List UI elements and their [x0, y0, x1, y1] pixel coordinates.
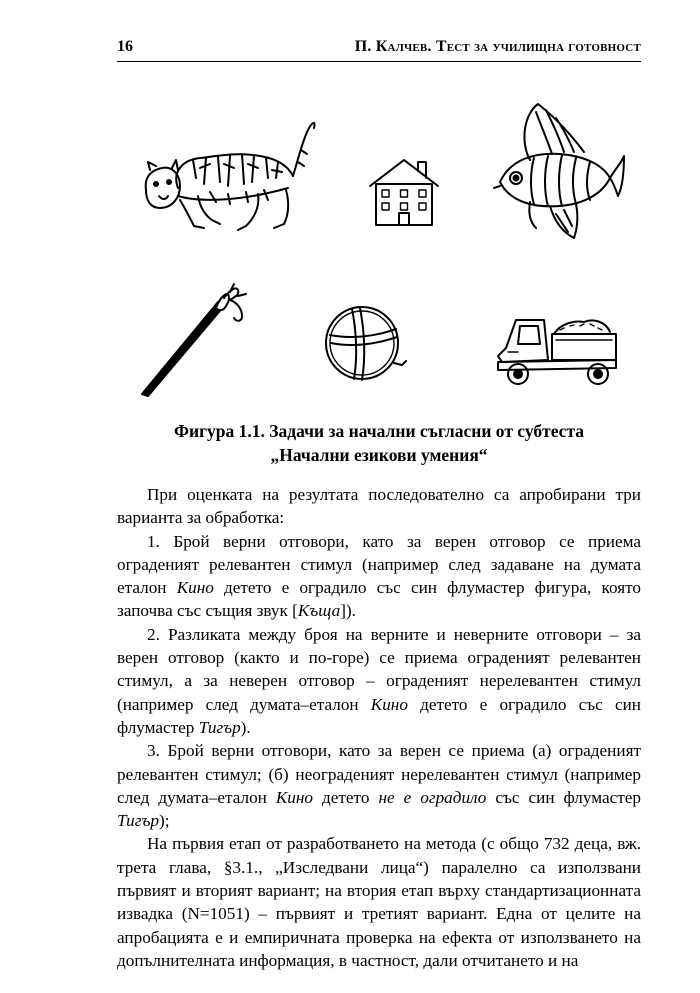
- paragraph-text: ]).: [340, 601, 356, 621]
- paragraph-text: 1. Брой верни отговори, като за верен отговор се приема ограденият релевантен стимул (например след задаване на думата еталон: [117, 531, 641, 598]
- paragraph: [117, 623, 641, 739]
- italic-term: Кино: [176, 578, 214, 598]
- italic-term: не е оградило: [378, 787, 487, 807]
- paragraph: [117, 530, 641, 623]
- paragraph-text: На първия етап от разработването на метода (с общо 732 деца, вж. трета глава, §3.1., „Изследвани лица“) паралелно са използвани първият и вторият вариант; на втория етап върху стандартизационната извадка (N=1051) – първият и третият вариант. Една от целите на апробацията е и емпиричната проверка на ефекта от използването на допълнителната информация, в частност, дали отчитането и на: [117, 834, 641, 970]
- caption-line-2: „Начални езикови умения“: [270, 445, 488, 465]
- header-rule: [117, 61, 641, 62]
- paragraph: [117, 832, 641, 972]
- house-icon: [366, 156, 442, 228]
- fish-icon: [490, 98, 626, 240]
- running-header: [117, 38, 641, 62]
- caption-line-1: Фигура 1.1. Задачи за начални съгласни от субтеста: [173, 421, 585, 441]
- paragraph-text: детето е оградило със син флумастер: [117, 694, 641, 737]
- paragraph-text: );: [158, 811, 170, 831]
- paragraph: [117, 739, 641, 832]
- running-title: П. Калчев. Тест за училищна готовност: [354, 38, 641, 55]
- truck-icon: [494, 312, 620, 388]
- italic-term: Кино: [275, 787, 314, 807]
- paragraph-text: детето: [313, 787, 379, 807]
- italic-term: Тигър: [198, 717, 241, 737]
- paragraph: [117, 483, 641, 530]
- paragraph-text: детето е оградило със син флумастер фигура, която започва със същия звук [: [117, 578, 641, 621]
- italic-term: Тигър: [117, 811, 159, 831]
- body-text: [117, 483, 641, 972]
- paragraph-text: 2. Разликата между броя на верните и неверните отговори – за верен отговор (както и по-горе) се приема ограденият релевантен стимул, а за неверен отговор – ограденият нерелевантен стимул (например след думата–еталон: [117, 624, 641, 714]
- tiger-icon: [138, 112, 320, 237]
- italic-term: Кино: [370, 694, 408, 714]
- paragraph-text: ).: [240, 717, 251, 737]
- page-number: 16: [117, 38, 133, 55]
- figure-caption: [117, 419, 641, 467]
- needle-icon: [138, 280, 248, 398]
- italic-term: Къща: [297, 601, 341, 621]
- ball-icon: [322, 303, 408, 385]
- paragraph-text: със син флумастер: [486, 787, 641, 807]
- paragraph-text: 3. Брой верни отговори, като за верен се приема (а) ограденият релевантен стимул; (б) неограденият нерелевантен стимул (например след думата–еталон: [117, 741, 641, 807]
- paragraph-text: При оценката на резултата последователно са апробирани три варианта за обработка:: [117, 485, 641, 528]
